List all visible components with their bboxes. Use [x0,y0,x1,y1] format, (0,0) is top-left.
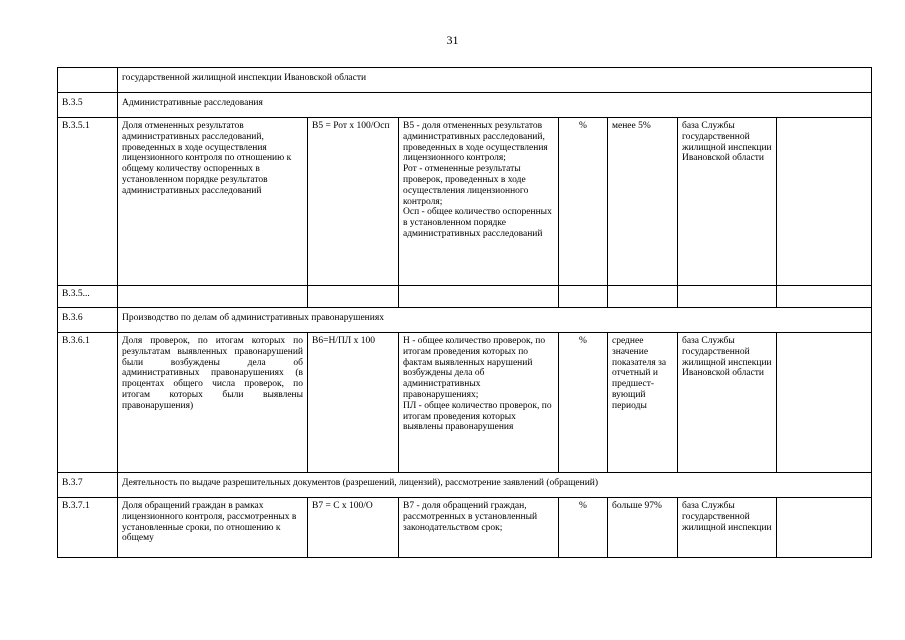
extra-cell [777,333,872,473]
indicator-name: Доля отмененных результатов административных расследований, проведенных в ходе осуществления лицензионного контроля по отношению к общему количеству оспоренных в установленном порядке результатов административных расследований [118,118,308,286]
description-line: Осп - общее количество оспоренных в установленном порядке административных расследований [403,207,552,239]
description-cell [399,333,559,473]
table-row [58,498,872,558]
source-cell: база Службы государственной жилищной инспекции [678,498,777,558]
empty-cell [399,286,559,308]
description-line: Рот - отмененные результаты проверок, проведенных в ходе осуществления лицензионного контроля; [403,164,529,207]
empty-cell [678,286,777,308]
target-cell: больше 97% [608,498,678,558]
formula-cell: В5 = Рот х 100/Осп [308,118,399,286]
empty-cell [777,286,872,308]
source-cell: база Службы государственной жилищной инспекции Ивановской области [678,333,777,473]
extra-cell [777,498,872,558]
formula-cell: В6=Н/ПЛ х 100 [308,333,399,473]
group-title: Деятельность по выдаче разрешительных документов (разрешений, лицензий), рассмотрение заявлений (обращений) [118,473,872,498]
code-cell: В.3.6 [58,308,118,333]
target-cell: менее 5% [608,118,678,286]
code-cell: В.3.7.1 [58,498,118,558]
group-row [58,473,872,498]
group-title: Административные расследования [118,93,872,118]
unit-cell: % [559,333,608,473]
description-cell [399,498,559,558]
group-title: государственной жилищной инспекции Ивановской области [118,68,872,93]
indicator-name: Доля проверок, по итогам которых по результатам выявленных правонарушений были возбуждены дела об административных правонарушениях (в процентах общего числа проверок, по итогам которых были выявлены правонарушения) [118,333,308,473]
table-row [58,286,872,308]
code-cell: В.3.7 [58,473,118,498]
unit-cell: % [559,498,608,558]
empty-cell [559,286,608,308]
group-row [58,93,872,118]
page-number: 31 [446,33,459,47]
description-line: В5 - доля отмененных результатов административных расследований, проведенных в ходе осуществления лицензионного контроля; [403,121,548,164]
description-line: В7 - доля обращений граждан, рассмотренных в установленный законодательством срок; [403,501,538,533]
description-line: ПЛ - общее количество проверок, по итогам проведения которых выявлены правонарушения [403,400,552,433]
unit-cell: % [559,118,608,286]
group-row [58,68,872,93]
table-row [58,333,872,473]
code-cell: В.3.5.1 [58,118,118,286]
formula-cell: В7 = С х 100/О [308,498,399,558]
code-cell [58,68,118,93]
empty-cell [118,286,308,308]
indicator-name: Доля обращений граждан в рамках лицензионного контроля, рассмотренных в установленные сроки, по отношению к общему [118,498,308,558]
table-row [58,118,872,286]
group-row [58,308,872,333]
description-cell [399,118,559,286]
source-cell: база Службы государственной жилищной инспекции Ивановской области [678,118,777,286]
code-cell: В.3.5... [58,286,118,308]
code-cell: В.3.6.1 [58,333,118,473]
empty-cell [608,286,678,308]
code-cell: В.3.5 [58,93,118,118]
description-line: Н - общее количество проверок, по итогам проведения которых по фактам выявленных нарушений возбуждены дела об административных правонарушениях; [403,336,546,400]
indicators-table [57,67,872,558]
extra-cell [777,118,872,286]
target-cell: среднее значение показателя за отчетный и предшест-вующий периоды [608,333,678,473]
empty-cell [308,286,399,308]
group-title: Производство по делам об административных правонарушениях [118,308,872,333]
